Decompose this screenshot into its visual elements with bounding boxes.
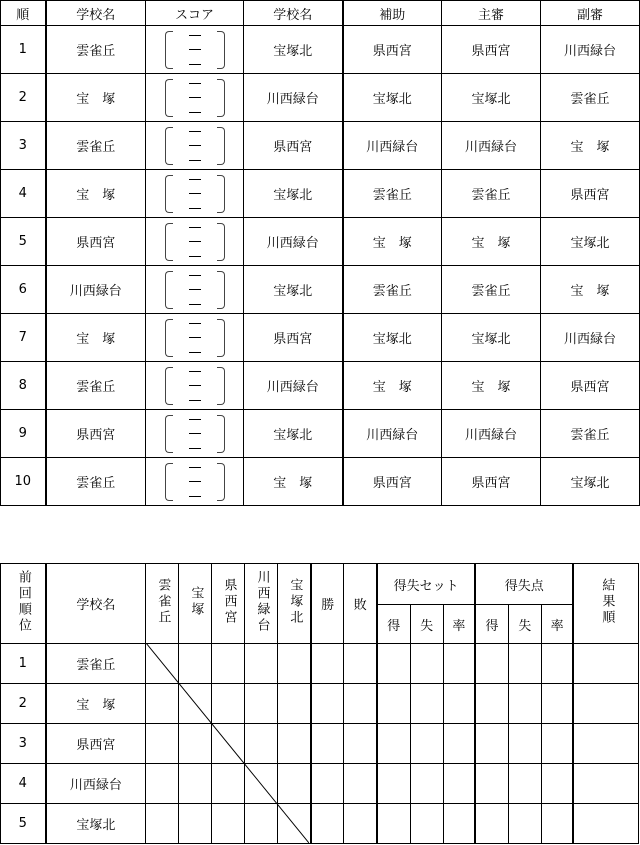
points-lost-cell [508, 644, 541, 684]
schedule-row [1, 410, 640, 458]
match-score [146, 170, 244, 218]
vs-cell [245, 804, 278, 844]
score-brackets [165, 125, 225, 167]
match-chief-referee: 雲雀丘 [442, 170, 541, 218]
points-ratio-cell [541, 644, 573, 684]
points-ratio-cell [541, 764, 573, 804]
standings-row [1, 724, 639, 764]
points-won-cell [475, 804, 508, 844]
header-school-b: 学校名 [244, 1, 343, 26]
result-rank-cell [573, 724, 638, 764]
match-assist: 宝塚北 [343, 74, 442, 122]
match-sub-referee: 県西宮 [541, 362, 640, 410]
team-prev-rank: 3 [1, 724, 46, 764]
score-brackets [165, 461, 225, 503]
match-chief-referee: 川西緑台 [442, 122, 541, 170]
header-assist: 補助 [343, 1, 442, 26]
match-team-a: 県西宮 [46, 410, 146, 458]
match-sub-referee: 宝 塚 [541, 266, 640, 314]
match-team-a: 雲雀丘 [46, 122, 146, 170]
header-sets-won: 得 [377, 605, 410, 644]
match-order: 8 [1, 362, 46, 410]
vs-cell [245, 724, 278, 764]
vs-cell [179, 684, 212, 724]
header-losses: 敗 [344, 564, 377, 644]
schedule-row [1, 74, 640, 122]
match-order: 1 [1, 26, 46, 74]
standings-row [1, 804, 639, 844]
loss-cell [344, 804, 377, 844]
match-score [146, 410, 244, 458]
match-team-a: 宝 塚 [46, 314, 146, 362]
match-assist: 宝 塚 [343, 218, 442, 266]
header-wins: 勝 [311, 564, 344, 644]
points-won-cell [475, 644, 508, 684]
match-score [146, 218, 244, 266]
header-opponent-4: 川西緑台 [245, 564, 278, 644]
vs-cell [146, 804, 179, 844]
match-sub-referee: 県西宮 [541, 170, 640, 218]
match-sub-referee: 宝塚北 [541, 458, 640, 506]
match-team-a: 雲雀丘 [46, 26, 146, 74]
team-prev-rank: 1 [1, 644, 46, 684]
vs-cell [179, 724, 212, 764]
sets-lost-cell [410, 764, 443, 804]
vs-cell [146, 684, 179, 724]
team-name: 県西宮 [46, 724, 146, 764]
match-assist: 雲雀丘 [343, 170, 442, 218]
points-lost-cell [508, 764, 541, 804]
match-team-b: 宝 塚 [244, 458, 343, 506]
match-order: 9 [1, 410, 46, 458]
match-chief-referee: 雲雀丘 [442, 266, 541, 314]
match-assist: 川西緑台 [343, 410, 442, 458]
match-assist: 県西宮 [343, 26, 442, 74]
vs-cell [278, 804, 311, 844]
win-cell [311, 684, 344, 724]
match-score [146, 266, 244, 314]
header-opponent-5: 宝塚北 [278, 564, 311, 644]
match-score [146, 458, 244, 506]
header-sets-ratio: 率 [443, 605, 475, 644]
sets-won-cell [377, 764, 410, 804]
match-chief-referee: 宝塚北 [442, 74, 541, 122]
schedule-row [1, 266, 640, 314]
match-team-a: 雲雀丘 [46, 362, 146, 410]
standings-row [1, 644, 639, 684]
sets-lost-cell [410, 644, 443, 684]
header-point-diff: 得失点 [475, 564, 573, 605]
vs-cell [245, 764, 278, 804]
sets-ratio-cell [443, 644, 475, 684]
vs-cell [146, 764, 179, 804]
match-chief-referee: 県西宮 [442, 458, 541, 506]
match-sub-referee: 雲雀丘 [541, 410, 640, 458]
match-team-b: 県西宮 [244, 122, 343, 170]
vs-cell [179, 804, 212, 844]
loss-cell [344, 764, 377, 804]
score-brackets [165, 221, 225, 263]
team-name: 川西緑台 [46, 764, 146, 804]
team-prev-rank: 5 [1, 804, 46, 844]
result-rank-cell [573, 804, 638, 844]
sets-won-cell [377, 804, 410, 844]
vs-cell [245, 684, 278, 724]
points-ratio-cell [541, 804, 573, 844]
standings-row [1, 764, 639, 804]
points-lost-cell [508, 684, 541, 724]
vs-cell [278, 644, 311, 684]
match-order: 6 [1, 266, 46, 314]
sets-ratio-cell [443, 684, 475, 724]
standings-header-row [1, 564, 639, 605]
vs-cell [212, 644, 245, 684]
result-rank-cell [573, 684, 638, 724]
vs-cell [278, 684, 311, 724]
score-brackets [165, 77, 225, 119]
header-school: 学校名 [46, 564, 146, 644]
match-team-b: 宝塚北 [244, 410, 343, 458]
loss-cell [344, 684, 377, 724]
header-score: スコア [146, 1, 244, 26]
points-lost-cell [508, 804, 541, 844]
match-sub-referee: 雲雀丘 [541, 74, 640, 122]
sets-won-cell [377, 644, 410, 684]
vs-cell [278, 724, 311, 764]
vs-cell [212, 724, 245, 764]
match-chief-referee: 宝塚北 [442, 314, 541, 362]
team-prev-rank: 4 [1, 764, 46, 804]
score-brackets [165, 269, 225, 311]
match-team-b: 宝塚北 [244, 170, 343, 218]
result-rank-cell [573, 764, 638, 804]
match-order: 2 [1, 74, 46, 122]
schedule-row [1, 122, 640, 170]
points-won-cell [475, 724, 508, 764]
schedule-row [1, 170, 640, 218]
loss-cell [344, 724, 377, 764]
score-brackets [165, 413, 225, 455]
match-assist: 雲雀丘 [343, 266, 442, 314]
standings-row [1, 684, 639, 724]
match-score [146, 74, 244, 122]
header-opponent-2: 宝塚 [179, 564, 212, 644]
match-team-a: 県西宮 [46, 218, 146, 266]
vs-cell [146, 724, 179, 764]
vs-cell [179, 644, 212, 684]
match-team-a: 川西緑台 [46, 266, 146, 314]
match-chief-referee: 宝 塚 [442, 362, 541, 410]
match-team-b: 宝塚北 [244, 26, 343, 74]
team-prev-rank: 2 [1, 684, 46, 724]
header-opponent-3: 県西宮 [212, 564, 245, 644]
header-opponent-1: 雲雀丘 [146, 564, 179, 644]
match-assist: 県西宮 [343, 458, 442, 506]
team-name: 宝塚北 [46, 804, 146, 844]
vs-cell [212, 804, 245, 844]
schedule-row [1, 362, 640, 410]
match-team-b: 川西緑台 [244, 362, 343, 410]
header-sets-lost: 失 [410, 605, 443, 644]
standings-table [0, 563, 639, 844]
schedule-row [1, 26, 640, 74]
match-chief-referee: 川西緑台 [442, 410, 541, 458]
vs-cell [212, 764, 245, 804]
match-assist: 宝塚北 [343, 314, 442, 362]
match-team-b: 川西緑台 [244, 218, 343, 266]
sets-lost-cell [410, 724, 443, 764]
win-cell [311, 804, 344, 844]
match-order: 3 [1, 122, 46, 170]
match-team-b: 県西宮 [244, 314, 343, 362]
match-assist: 宝 塚 [343, 362, 442, 410]
match-chief-referee: 県西宮 [442, 26, 541, 74]
vs-cell [212, 684, 245, 724]
loss-cell [344, 644, 377, 684]
header-set-diff: 得失セット [377, 564, 475, 605]
vs-cell [278, 764, 311, 804]
header-points-ratio: 率 [541, 605, 573, 644]
sets-lost-cell [410, 684, 443, 724]
team-name: 雲雀丘 [46, 644, 146, 684]
match-team-b: 宝塚北 [244, 266, 343, 314]
match-score [146, 362, 244, 410]
points-ratio-cell [541, 684, 573, 724]
header-chief-referee: 主審 [442, 1, 541, 26]
win-cell [311, 644, 344, 684]
header-sub-referee: 副審 [541, 1, 640, 26]
sets-ratio-cell [443, 804, 475, 844]
match-score [146, 122, 244, 170]
match-team-a: 宝 塚 [46, 74, 146, 122]
points-won-cell [475, 684, 508, 724]
match-sub-referee: 宝塚北 [541, 218, 640, 266]
schedule-row [1, 458, 640, 506]
schedule-header-row [1, 1, 640, 26]
match-score [146, 314, 244, 362]
sets-won-cell [377, 724, 410, 764]
schedule-row [1, 218, 640, 266]
header-points-won: 得 [475, 605, 508, 644]
match-team-a: 雲雀丘 [46, 458, 146, 506]
match-order: 10 [1, 458, 46, 506]
header-school-a: 学校名 [46, 1, 146, 26]
score-brackets [165, 29, 225, 71]
match-score [146, 26, 244, 74]
points-won-cell [475, 764, 508, 804]
match-chief-referee: 宝 塚 [442, 218, 541, 266]
match-sub-referee: 宝 塚 [541, 122, 640, 170]
win-cell [311, 724, 344, 764]
win-cell [311, 764, 344, 804]
header-prev-rank: 前回順位 [1, 564, 46, 644]
vs-cell [245, 644, 278, 684]
sets-ratio-cell [443, 764, 475, 804]
sets-ratio-cell [443, 724, 475, 764]
score-brackets [165, 317, 225, 359]
match-order: 5 [1, 218, 46, 266]
schedule-row [1, 314, 640, 362]
match-order: 4 [1, 170, 46, 218]
points-ratio-cell [541, 724, 573, 764]
sets-lost-cell [410, 804, 443, 844]
vs-cell [179, 764, 212, 804]
match-team-a: 宝 塚 [46, 170, 146, 218]
points-lost-cell [508, 724, 541, 764]
score-brackets [165, 365, 225, 407]
match-order: 7 [1, 314, 46, 362]
match-sub-referee: 川西緑台 [541, 26, 640, 74]
score-brackets [165, 173, 225, 215]
vs-cell [146, 644, 179, 684]
sets-won-cell [377, 684, 410, 724]
header-result-rank: 結果順 [573, 564, 638, 644]
match-team-b: 川西緑台 [244, 74, 343, 122]
header-points-lost: 失 [508, 605, 541, 644]
team-name: 宝 塚 [46, 684, 146, 724]
match-assist: 川西緑台 [343, 122, 442, 170]
result-rank-cell [573, 644, 638, 684]
match-sub-referee: 川西緑台 [541, 314, 640, 362]
header-order: 順 [1, 1, 46, 26]
